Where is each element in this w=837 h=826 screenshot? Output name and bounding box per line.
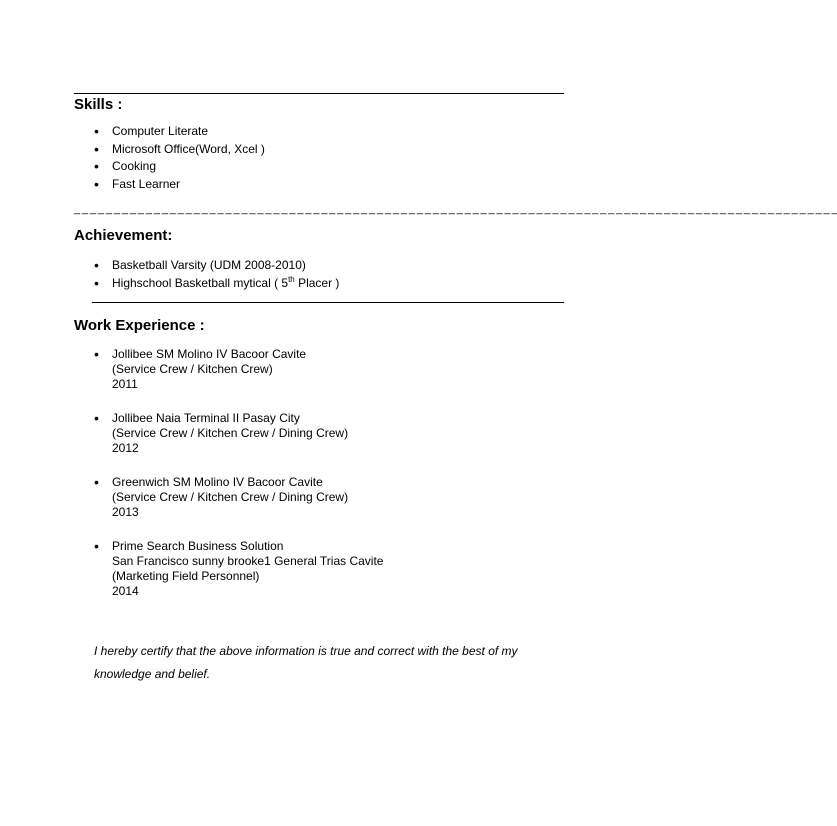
job-item: • Prime Search Business Solution San Francisco sunny brooke1 General Trias Cavite (Marketing Field Personnel) 2014 (94, 539, 383, 599)
skill-item: • Cooking (94, 158, 265, 176)
skills-heading: Skills : (74, 96, 123, 113)
work-heading: Work Experience : (74, 317, 205, 334)
job-item: • Jollibee Naia Terminal II Pasay City (Service Crew / Kitchen Crew / Dining Crew) 2012 (94, 411, 383, 456)
job-item: • Jollibee SM Molino IV Bacoor Cavite (Service Crew / Kitchen Crew) 2011 (94, 347, 383, 392)
achievement-item: • Highschool Basketball mytical ( 5th Placer ) (94, 275, 339, 293)
job-item: • Greenwich SM Molino IV Bacoor Cavite (Service Crew / Kitchen Crew / Dining Crew) 2013 (94, 475, 383, 520)
achievement-list (94, 257, 339, 292)
achievement-item: • Basketball Varsity (UDM 2008-2010) (94, 257, 339, 275)
achievement-heading: Achievement: (74, 227, 173, 244)
skills-list (94, 123, 265, 193)
certification-text: I hereby certify that the above information is true and correct with the best of my knowledge and belief. (94, 644, 518, 681)
skill-item: • Microsoft Office(Word, Xcel ) (94, 141, 265, 159)
achievement-rule (92, 302, 564, 303)
skill-item: • Fast Learner (94, 176, 265, 194)
dashed-divider: _ _ _ _ _ _ _ _ _ _ _ _ _ _ _ _ _ _ _ _ _ _ _ _ _ _ _ _ _ _ _ _ _ _ _ _ _ _ _ _ _ _ _ _ _ _ _ _ _ _ _ _ _ _ _ _ _ _ _ _ _ _ _ _ _ _ _ _ _ _ _ _ _ _ _ _ _ _ _ _ _ _ _ _ _ _ _ _ _ _ _ _ _ _ _ _ (74, 203, 837, 215)
work-list (94, 347, 383, 618)
skill-item: • Computer Literate (94, 123, 265, 141)
top-rule (74, 93, 564, 94)
